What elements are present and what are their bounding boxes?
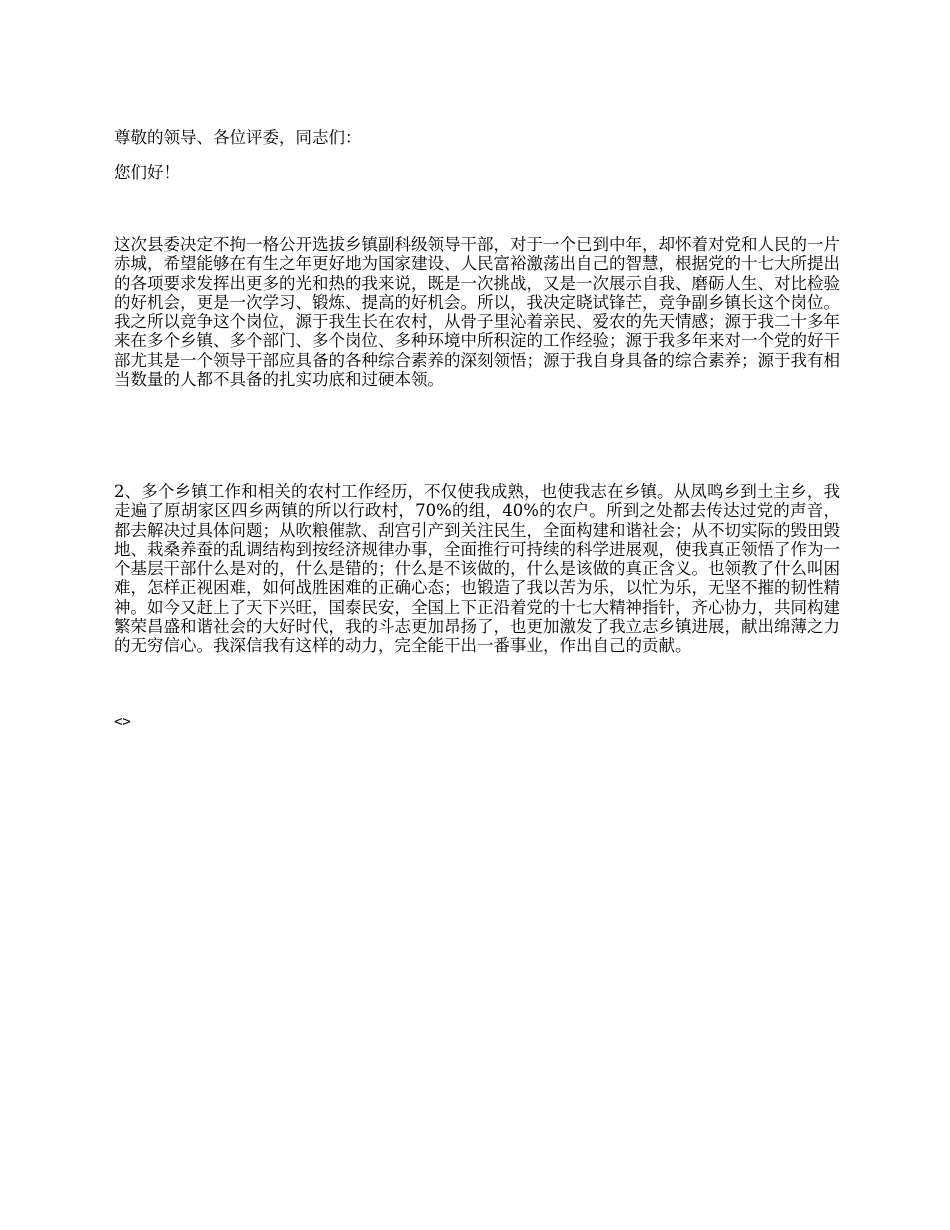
greeting-hello: 您们好！ [114,163,180,182]
salutation: 尊敬的领导、各位评委，同志们： [114,128,362,147]
paragraph-motivation: 这次县委决定不拘一格公开选拔乡镇副科级领导干部，对于一个已到中年，却怀着对党和人民的一片赤城，希望能够在有生之年更好地为国家建设、人民富裕激荡出自己的智慧，根据党的十七大所提出的各项要求发挥出更多的光和热的我来说，既是一次挑战，又是一次展示自我、磨砺人生、对比检验的好机会，更是一次学习、锻炼、提高的好机会。所以，我决定晓试锋芒，竞争副乡镇长这个岗位。我之所以竞争这个岗位，源于我生长在农村，从骨子里沁着亲民、爱农的先天情感；源于我二十多年来在多个乡镇、多个部门、多个岗位、多种环境中所积淀的工作经验；源于我多年来对一个党的好干部尤其是一个领导干部应具备的各种综合素养的深刻领悟；源于我自身具备的综合素养；源于我有相当数量的人都不具备的扎实功底和过硬本领。 [114,235,840,390]
paragraph-experience: 2、多个乡镇工作和相关的农村工作经历，不仅使我成熟，也使我志在乡镇。从凤鸣乡到土主乡，我走遍了原胡家区四乡两镇的所以行政村，70%的组，40%的农户。所到之处都去传达过党的声音，都去解决过具体问题；从吹粮催款、刮宫引产到关注民生，全面构建和谐社会；从不切实际的毁田毁地、栽桑养蚕的乱调结构到按经济规律办事，全面推行可持续的科学进展观，使我真正领悟了作为一个基层干部什么是对的，什么是错的；什么是不该做的，什么是该做的真正含义。也领教了什么叫困难，怎样正视困难，如何战胜困难的正确心态；也锻造了我以苦为乐，以忙为乐，无坚不摧的韧性精神。如今又赶上了天下兴旺，国泰民安，全国上下正沿着党的十七大精神指针，齐心协力，共同构建繁荣昌盛和谐社会的大好时代，我的斗志更加昂扬了，也更加激发了我立志乡镇进展，献出绵薄之力的无穷信心。我深信我有这样的动力，完全能干出一番事业，作出自己的贡献。 [114,482,840,656]
trailing-marker: <> [114,714,131,730]
